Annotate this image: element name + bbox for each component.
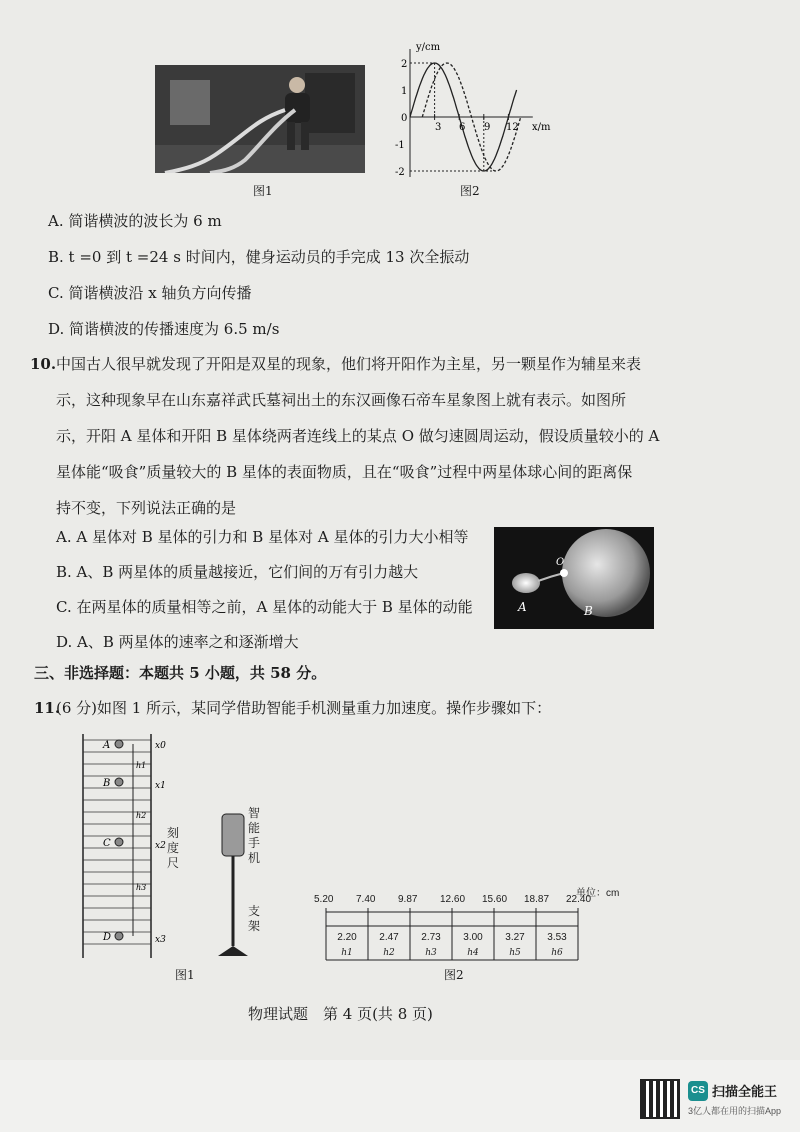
q9-option-b: B. t =0 到 t =24 s 时间内，健身运动员的手完成 13 次全振动	[48, 248, 470, 266]
star-label-o: O	[556, 557, 565, 568]
tape-figure	[314, 888, 620, 965]
x3-label: x3	[155, 935, 166, 945]
ball-label-d: D	[103, 932, 112, 943]
wave-xtick-12: 12	[506, 122, 519, 133]
tape-gap-label: h3	[425, 948, 437, 958]
stand-label: 支架	[248, 904, 261, 933]
scanner-app-name: 扫描全能王	[712, 1084, 778, 1099]
tape-gap-value: 3.27	[505, 932, 525, 943]
tape-gap-value: 2.47	[379, 932, 399, 943]
q10-stem-line5: 持不变，下列说法正确的是	[56, 499, 237, 517]
tape-gap-label: h6	[551, 948, 563, 958]
q10-number: 10.	[30, 355, 57, 373]
wave-ytick-2: 2	[401, 59, 408, 70]
tape-gap-value: 3.00	[463, 932, 483, 943]
q10-option-d: D. A、B 两星体的速率之和逐渐增大	[56, 633, 299, 651]
fig2-caption-top: 图2	[460, 184, 480, 198]
tape-position: 7.40	[356, 894, 376, 905]
tape-ticks	[326, 908, 578, 960]
phone-label: 智能手机	[248, 806, 261, 865]
fig2-caption-bottom: 图2	[444, 968, 464, 982]
tape-position: 12.60	[440, 894, 466, 905]
ball-c	[115, 838, 123, 846]
q10-stem-line4: 星体能“吸食”质量较大的 B 星体的表面物质，且在“吸食”过程中两星体球心间的距离保	[56, 463, 633, 481]
binary-star-photo	[494, 527, 654, 629]
tape-gap-label: h1	[341, 948, 353, 958]
q10-option-b: B. A、B 两星体的质量越接近，它们间的万有引力越大	[56, 563, 419, 581]
tape-position: 15.60	[482, 894, 508, 905]
wave-xtick-9: 9	[484, 122, 491, 133]
gym-rope-photo	[155, 65, 365, 173]
h3-label: h3	[136, 883, 147, 892]
tape-gap-label: h4	[467, 948, 479, 958]
q9-option-d: D. 简谐横波的传播速度为 6.5 m/s	[48, 320, 280, 338]
tape-gap-value: 3.53	[547, 932, 567, 943]
tape-gap-value: 2.20	[337, 932, 357, 943]
section3-heading: 三、非选择题：本题共 5 小题，共 58 分。	[34, 664, 327, 682]
fig1-caption-top: 图1	[253, 184, 273, 198]
wave-graph	[382, 38, 562, 188]
page-footer: 物理试题 第 4 页(共 8 页)	[248, 1005, 433, 1023]
tape-gap-label: h2	[383, 948, 395, 958]
x2-label: x2	[155, 841, 166, 851]
wave-xtick-6: 6	[459, 122, 466, 133]
q9-option-c: C. 简谐横波沿 x 轴负方向传播	[48, 284, 252, 302]
wave-xtick-3: 3	[435, 122, 442, 133]
q10-option-c: C. 在两星体的质量相等之前，A 星体的动能大于 B 星体的动能	[56, 598, 473, 616]
tape-position: 18.87	[524, 894, 550, 905]
tape-position: 5.20	[314, 894, 334, 905]
smartphone	[222, 814, 244, 856]
tape-gap-value: 2.73	[421, 932, 441, 943]
ball-label-a: A	[103, 740, 111, 751]
wave-xlabel: x/m	[532, 122, 551, 133]
wave-ylabel: y/cm	[416, 42, 441, 53]
scanner-tagline: 3亿人都在用的扫描App	[688, 1106, 782, 1116]
cs-logo-icon: CS	[688, 1081, 708, 1101]
h2-label: h2	[136, 811, 147, 820]
x1-label: x1	[155, 781, 166, 791]
fig1-caption-bottom: 图1	[175, 968, 195, 982]
q9-option-a: A. 简谐横波的波长为 6 m	[48, 212, 222, 230]
tape-unit: 单位：cm	[576, 888, 620, 899]
ball-a	[115, 740, 123, 748]
q10-stem-line2: 示，这种现象早在山东嘉祥武氏墓祠出土的东汉画像石帝车星象图上就有表示。如图所	[56, 391, 627, 409]
star-label-b: B	[584, 604, 593, 618]
tape-position: 22.40	[566, 894, 592, 905]
tape-gap-label: h5	[509, 948, 521, 958]
wave-ytick-neg1: -1	[395, 140, 405, 151]
ball-label-b: B	[103, 778, 111, 789]
tape-position: 9.87	[398, 894, 418, 905]
ball-d	[115, 932, 123, 940]
h1-label: h1	[136, 761, 147, 770]
gym-scene-image	[155, 65, 365, 173]
q10-stem-line1: 中国古人很早就发现了开阳是双星的现象，他们将开阳作为主星，另一颗星作为辅星来表	[56, 355, 642, 373]
scanner-watermark	[640, 1075, 800, 1125]
x0-label: x0	[155, 741, 166, 751]
qr-code-icon	[640, 1079, 680, 1119]
star-label-a: A	[518, 600, 527, 614]
stand-base	[218, 946, 248, 956]
ball-label-c: C	[103, 838, 111, 849]
q10-stem-line3: 示，开阳 A 星体和开阳 B 星体绕两者连线上的某点 O 做匀速圆周运动，假设质量较小的 A	[56, 427, 660, 445]
binary-star-image	[494, 527, 654, 629]
wave-ytick-0: 0	[401, 113, 408, 124]
q11-stem: (6 分)如图 1 所示，某同学借助智能手机测量重力加速度。操作步骤如下：	[56, 699, 552, 717]
wave-ytick-neg2: -2	[395, 167, 405, 178]
q11-number: 11.	[34, 699, 61, 717]
q10-option-a: A. A 星体对 B 星体的引力和 B 星体对 A 星体的引力大小相等	[56, 528, 469, 546]
ball-b	[115, 778, 123, 786]
wave-ytick-1: 1	[401, 86, 408, 97]
ruler-label: 刻度尺	[167, 826, 180, 870]
